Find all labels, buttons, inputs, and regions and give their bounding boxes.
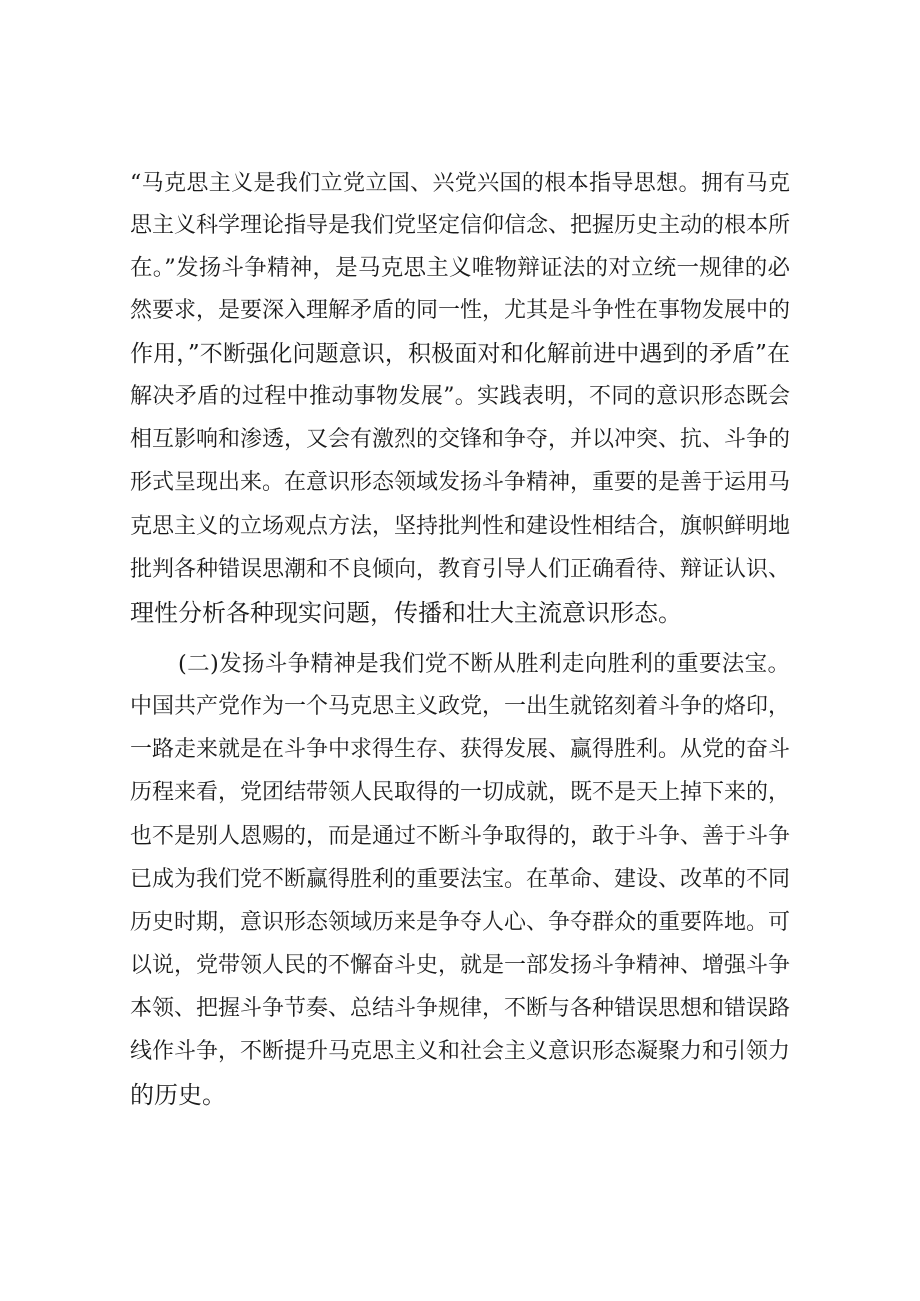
paragraph-line: 的历史。 bbox=[130, 1081, 226, 1109]
paragraph-line: 批判各种错误思潮和不良倾向，教育引导人们正确看待、辩证认识、 bbox=[130, 557, 791, 582]
paragraph-line: 形式呈现出来。在意识形态领域发扬斗争精神，重要的是善于运用马 bbox=[130, 470, 791, 495]
paragraph-line: 历程来看，党团结带领人民取得的一切成就，既不是天上掉下来的， bbox=[130, 780, 791, 805]
paragraph-line: 已成为我们党不断赢得胜利的重要法宝。在革命、建设、改革的不同 bbox=[130, 867, 791, 892]
paragraph-line: 相互影响和渗透，又会有激烈的交锋和争夺，并以冲突、抗、斗争的 bbox=[130, 427, 791, 452]
paragraph-line: 一路走来就是在斗争中求得生存、获得发展、赢得胜利。从党的奋斗 bbox=[130, 737, 791, 762]
paragraph-line: 解决矛盾的过程中推动事物发展”。实践表明，不同的意识形态既会 bbox=[130, 384, 790, 409]
paragraph-line: 本领、把握斗争节奏、总结斗争规律，不断与各种错误思想和错误路 bbox=[130, 996, 791, 1021]
paragraph-line: 也不是别人恩赐的，而是通过不断斗争取得的，敢于斗争、善于斗争 bbox=[130, 824, 791, 849]
paragraph-line: 以说，党带领人民的不懈奋斗史，就是一部发扬斗争精神、增强斗争 bbox=[130, 953, 791, 978]
paragraph-line: 历史时期，意识形态领域历来是争夺人心、争夺群众的重要阵地。可 bbox=[130, 910, 791, 935]
paragraph-line: 作用，”不断强化问题意识，积极面对和化解前进中遇到的矛盾”在 bbox=[130, 341, 790, 367]
paragraph-line: 克思主义的立场观点方法，坚持批判性和建设性相结合，旗帜鲜明地 bbox=[130, 514, 791, 539]
paragraph-line: 思主义科学理论指导是我们党坚定信仰信念、把握历史主动的根本所 bbox=[130, 213, 791, 238]
paragraph-line: (二)发扬斗争精神是我们党不断从胜利走向胜利的重要法宝。 bbox=[178, 651, 790, 677]
paragraph-line: 理性分析各种现实问题，传播和壮大主流意识形态。 bbox=[130, 599, 682, 627]
paragraph-line: 在。”发扬斗争精神，是马克思主义唯物辩证法的对立统一规律的必 bbox=[130, 255, 790, 281]
paragraph-line: 然要求，是要深入理解矛盾的同一性，尤其是斗争性在事物发展中的 bbox=[130, 298, 791, 323]
paragraph-line: 线作斗争，不断提升马克思主义和社会主义意识形态凝聚力和引领力 bbox=[130, 1039, 791, 1064]
paragraph-line: “马克思主义是我们立党立国、兴党兴国的根本指导思想。拥有马克 bbox=[130, 171, 790, 196]
paragraph-line: 中国共产党作为一个马克思主义政党，一出生就铭刻着斗争的烙印， bbox=[130, 694, 791, 719]
